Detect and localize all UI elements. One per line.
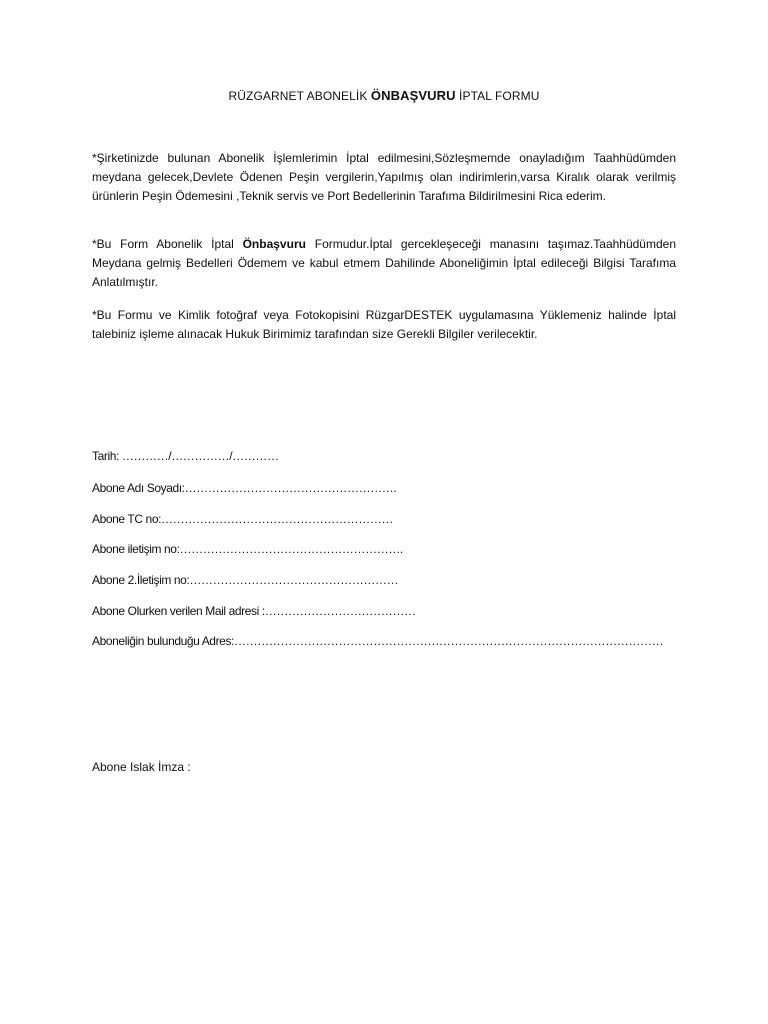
form-title-prefix: RÜZGARNET ABONELİK — [228, 89, 371, 103]
subscriber-phone-field: Abone iletişim no:…………………………………………………. — [92, 542, 403, 556]
form-title-suffix: İPTAL FORMU — [455, 89, 540, 103]
subscriber-address-field: Aboneliğin bulunduğu Adres:………………………………………………………………………………………………… — [92, 634, 664, 648]
paragraph-2-emphasis: Önbaşvuru — [242, 237, 306, 251]
paragraph-request: *Şirketinizde bulunan Abonelik İşlemlerimin İptal edilmesini,Sözleşmemde onayladığım Taahhüdümden meydana gelecek,Devlete Ödenen Peşin vergilerin,Yapılmış olan indirimlerin,varsa Kiralık olarak verilmiş ürünlerin Peşin Ödemesini ,Teknik servis ve Port Bedellerinin Tarafıma Bildirilmesini Rica ederim. — [92, 151, 676, 203]
paragraph-2-suffix: Formudur.İptal gercekleşeceği manasını taşımaz.Taahhüdümden Meydana gelmiş Bedelleri Ödemem ve kabul etmem Dahilinde Aboneliğimin İptal edileceği Bilgisi Tarafıma Anlatılmıştır. — [92, 237, 676, 289]
paragraph-upload-instructions: *Bu Formu ve Kimlik fotoğraf veya Fotokopisini RüzgarDESTEK uygulamasına Yüklemeniz halinde İptal talebiniz işleme alınacak Hukuk Birimimiz tarafından size Gerekli Bilgiler verilecektir. — [92, 308, 676, 341]
paragraph-preapplication-notice — [92, 235, 676, 292]
subscriber-tc-field: Abone TC no:…………………………………………………… — [92, 512, 394, 526]
subscriber-name-field: Abone Adı Soyadı:………………………………………………. — [92, 481, 397, 495]
subscriber-phone2-field: Abone 2.İletişim no:……………………………………………… — [92, 573, 399, 587]
form-title-emphasis: ÖNBAŞVURU — [370, 88, 456, 103]
subscriber-mail-field: Abone Olurken verilen Mail adresi :………………………………… — [92, 604, 416, 618]
paragraph-2-prefix: *Bu Form Abonelik İptal — [92, 237, 243, 251]
form-title — [92, 88, 676, 103]
date-field: Tarih: …………/……………/………… — [92, 449, 279, 463]
signature-field: Abone Islak İmza : — [92, 760, 191, 774]
